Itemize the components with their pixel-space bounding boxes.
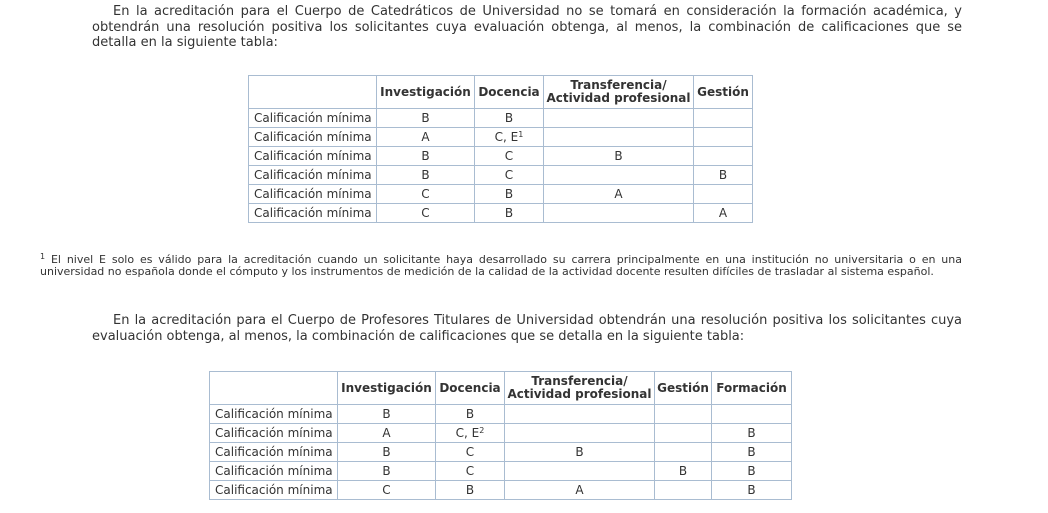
grade-value: A bbox=[718, 206, 728, 220]
grade-cell bbox=[377, 109, 475, 128]
grade-value: B bbox=[747, 445, 756, 459]
table-header-row bbox=[210, 372, 792, 405]
grade-cell bbox=[436, 405, 505, 424]
grade-cell bbox=[338, 462, 436, 481]
grade-cell bbox=[655, 424, 712, 443]
grade-cell bbox=[505, 443, 655, 462]
grade-cell bbox=[544, 128, 694, 147]
grade-value: B bbox=[382, 445, 391, 459]
row-label: Calificación mínima bbox=[249, 147, 377, 166]
grade-cell bbox=[694, 147, 753, 166]
grade-value: B bbox=[421, 111, 430, 125]
grade-cell bbox=[377, 185, 475, 204]
grade-cell bbox=[377, 128, 475, 147]
grade-value: C bbox=[421, 206, 430, 220]
footnote-reference: 1 bbox=[518, 130, 524, 139]
grade-value: B bbox=[747, 464, 756, 478]
header-gestion: Gestión bbox=[655, 372, 712, 405]
header-transferencia-line1: Transferencia/ bbox=[570, 78, 667, 92]
footnote-reference: 2 bbox=[479, 426, 485, 435]
table-row bbox=[249, 204, 753, 223]
table-row bbox=[249, 185, 753, 204]
header-formacion: Formación bbox=[712, 372, 792, 405]
grade-value: B bbox=[718, 168, 728, 182]
grade-cell bbox=[338, 405, 436, 424]
grade-cell bbox=[377, 147, 475, 166]
grade-value: A bbox=[421, 130, 430, 144]
grade-cell bbox=[712, 462, 792, 481]
grade-value: B bbox=[382, 407, 391, 421]
header-transferencia-line2: Actividad profesional bbox=[507, 387, 652, 401]
table-row bbox=[249, 109, 753, 128]
grade-value: B bbox=[421, 168, 430, 182]
grade-value: B bbox=[747, 426, 756, 440]
grade-cell bbox=[475, 185, 544, 204]
intro-paragraph-text: En la acreditación para el Cuerpo de Catedráticos de Universidad no se tomará en consideración la formación académica, y obtendrán una resolución positiva los solicitantes cuya evaluación obtenga, al menos, la combinación de calificaciones que se detalla en la siguiente tabla: bbox=[92, 4, 962, 50]
grade-value: B bbox=[747, 483, 756, 497]
grade-value: C bbox=[465, 464, 475, 478]
grade-value: B bbox=[575, 445, 584, 459]
grade-cell bbox=[694, 204, 753, 223]
grade-value: C bbox=[504, 149, 514, 163]
qualifications-table-titulares bbox=[209, 371, 792, 500]
intro-paragraph-titulares bbox=[92, 313, 962, 344]
grade-cell bbox=[712, 443, 792, 462]
grade-value: B bbox=[465, 407, 475, 421]
row-label: Calificación mínima bbox=[210, 481, 338, 500]
grade-cell bbox=[712, 481, 792, 500]
grade-cell bbox=[436, 462, 505, 481]
intro-paragraph-text: En la acreditación para el Cuerpo de Profesores Titulares de Universidad obtendrán una resolución positiva los solicitantes cuya evaluación obtenga, al menos, la combinación de calificaciones que se detalla en la siguiente tabla: bbox=[92, 313, 962, 344]
row-label: Calificación mínima bbox=[210, 443, 338, 462]
grade-cell bbox=[475, 204, 544, 223]
table-row bbox=[210, 462, 792, 481]
header-transferencia-line2: Actividad profesional bbox=[546, 91, 691, 105]
footnote bbox=[40, 254, 962, 278]
header-transferencia-line1: Transferencia/ bbox=[531, 374, 628, 388]
grade-cell bbox=[475, 109, 544, 128]
grade-value: C bbox=[421, 187, 430, 201]
grade-cell bbox=[694, 166, 753, 185]
table-row bbox=[210, 481, 792, 500]
row-label: Calificación mínima bbox=[249, 128, 377, 147]
row-label: Calificación mínima bbox=[249, 185, 377, 204]
grade-cell bbox=[505, 481, 655, 500]
grade-cell bbox=[655, 481, 712, 500]
header-empty bbox=[210, 372, 338, 405]
grade-cell bbox=[544, 204, 694, 223]
table-row bbox=[249, 166, 753, 185]
grade-cell bbox=[712, 424, 792, 443]
grade-cell bbox=[655, 462, 712, 481]
grade-cell bbox=[694, 109, 753, 128]
header-gestion: Gestión bbox=[694, 76, 753, 109]
grade-value: A bbox=[382, 426, 391, 440]
table-row bbox=[210, 443, 792, 462]
grade-cell bbox=[377, 166, 475, 185]
row-label: Calificación mínima bbox=[210, 462, 338, 481]
grade-cell bbox=[505, 424, 655, 443]
grade-cell bbox=[436, 443, 505, 462]
grade-cell bbox=[505, 405, 655, 424]
grade-cell bbox=[694, 128, 753, 147]
row-label: Calificación mínima bbox=[210, 405, 338, 424]
grade-value: C, E bbox=[494, 130, 519, 144]
grade-value: B bbox=[504, 111, 514, 125]
grade-cell bbox=[655, 405, 712, 424]
grade-cell bbox=[505, 462, 655, 481]
grade-value: B bbox=[504, 206, 514, 220]
table-row bbox=[249, 147, 753, 166]
header-transferencia bbox=[544, 76, 694, 109]
header-transferencia bbox=[505, 372, 655, 405]
grade-cell bbox=[338, 481, 436, 500]
grade-cell bbox=[544, 166, 694, 185]
row-label: Calificación mínima bbox=[210, 424, 338, 443]
footnote-marker: 1 bbox=[40, 252, 46, 261]
grade-cell bbox=[694, 185, 753, 204]
grade-cell bbox=[475, 166, 544, 185]
qualifications-table-catedraticos bbox=[248, 75, 753, 223]
grade-cell bbox=[475, 128, 544, 147]
grade-value: B bbox=[614, 149, 623, 163]
grade-cell bbox=[436, 424, 505, 443]
intro-paragraph-catedraticos bbox=[92, 4, 962, 51]
grade-value: B bbox=[465, 483, 475, 497]
table-row bbox=[249, 128, 753, 147]
grade-cell bbox=[655, 443, 712, 462]
grade-value: C, E bbox=[455, 426, 480, 440]
grade-value: B bbox=[421, 149, 430, 163]
grade-value: B bbox=[678, 464, 688, 478]
row-label: Calificación mínima bbox=[249, 109, 377, 128]
grade-value: B bbox=[382, 464, 391, 478]
grade-value: B bbox=[504, 187, 514, 201]
grade-value: A bbox=[575, 483, 584, 497]
table-header-row bbox=[249, 76, 753, 109]
grade-value: C bbox=[504, 168, 514, 182]
grade-cell bbox=[475, 147, 544, 166]
grade-cell bbox=[436, 481, 505, 500]
grade-cell bbox=[544, 147, 694, 166]
footnote-text: El nivel E solo es válido para la acreditación cuando un solicitante haya desarrollado su carrera principalmente en una institución no universitaria o en una universidad no española donde el cómputo y los instrumentos de medición de la calidad de la actividad docente resulten difíciles de trasladar al sistema español. bbox=[40, 253, 962, 278]
header-empty bbox=[249, 76, 377, 109]
grade-value: A bbox=[614, 187, 623, 201]
grade-cell bbox=[377, 204, 475, 223]
header-docencia: Docencia bbox=[436, 372, 505, 405]
table-row bbox=[210, 424, 792, 443]
header-investigacion: Investigación bbox=[338, 372, 436, 405]
row-label: Calificación mínima bbox=[249, 204, 377, 223]
grade-cell bbox=[544, 109, 694, 128]
grade-cell bbox=[338, 443, 436, 462]
grade-cell bbox=[338, 424, 436, 443]
grade-value: C bbox=[382, 483, 391, 497]
header-docencia: Docencia bbox=[475, 76, 544, 109]
table-row bbox=[210, 405, 792, 424]
grade-value: C bbox=[465, 445, 475, 459]
header-investigacion: Investigación bbox=[377, 76, 475, 109]
row-label: Calificación mínima bbox=[249, 166, 377, 185]
grade-cell bbox=[712, 405, 792, 424]
grade-cell bbox=[544, 185, 694, 204]
